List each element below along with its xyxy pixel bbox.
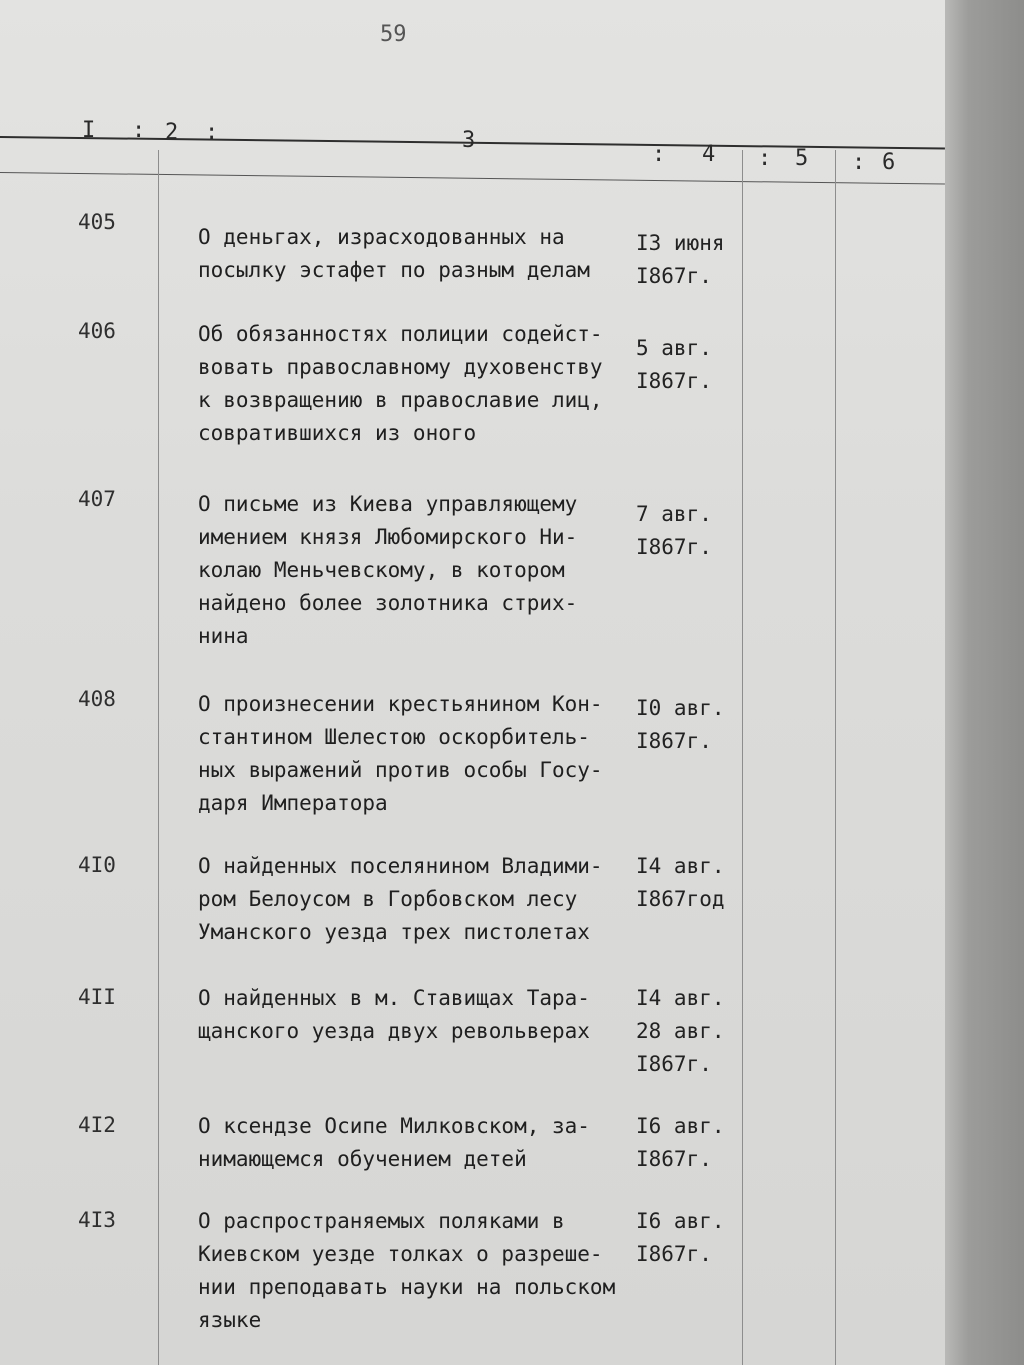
row-description: О ксендзе Осипе Милковском, за- нимающемся обучением детей xyxy=(198,1114,590,1171)
page-edge-shadow xyxy=(945,0,1024,1365)
row-description: О письме из Киева управляющему имением князя Любомирского Ни- колаю Меньчевскому, в котором найдено более золотника стрих- нина xyxy=(198,492,578,648)
header-col-3: 3 xyxy=(462,128,476,153)
header-sep-2: : xyxy=(205,120,219,145)
row-description: О произнесении крестьянином Кон- стантином Шелестою оскорбитель- ных выражений против особы Госу- даря Императора xyxy=(198,692,603,815)
row-date: I6 авг. I867г. xyxy=(636,1209,725,1266)
header-col-4: 4 xyxy=(702,142,716,167)
row-description: О найденных в м. Ставищах Тара- щанского уезда двух револьверах xyxy=(198,986,590,1043)
header-col-1: I xyxy=(82,118,96,143)
header-sep-3: : xyxy=(652,142,666,167)
row-number: 406 xyxy=(78,319,116,343)
header-sep-5: : xyxy=(852,150,866,175)
row-number: 4I2 xyxy=(78,1113,116,1137)
row-number: 407 xyxy=(78,487,116,511)
row-number: 405 xyxy=(78,210,116,234)
row-date: I0 авг. I867г. xyxy=(636,696,725,753)
row-description: О деньгах, израсходованных на посылку эстафет по разным делам xyxy=(198,225,590,282)
row-number: 4I0 xyxy=(78,853,116,877)
header-col-5: 5 xyxy=(795,146,809,171)
row-date: 5 авг. I867г. xyxy=(636,336,712,393)
row-date: I6 авг. I867г. xyxy=(636,1114,725,1171)
row-description: О найденных поселянином Владими- ром Белоусом в Горбовском лесу Уманского уезда трех пистолетах xyxy=(198,854,603,944)
page-number: 59 xyxy=(380,22,407,47)
row-date: I4 авг. I867год xyxy=(636,854,725,911)
row-description: Об обязанностях полиции содейст- вовать православному духовенству к возвращению в православие лиц, совратившихся из оного xyxy=(198,322,603,445)
header-sep-1: : xyxy=(132,118,146,143)
header-bottom-rule xyxy=(0,172,945,185)
row-date: I3 июня I867г. xyxy=(636,231,725,288)
header-col-2: 2 xyxy=(165,120,179,145)
row-number: 4II xyxy=(78,985,116,1009)
column-divider xyxy=(158,150,159,1365)
header-sep-4: : xyxy=(758,146,772,171)
row-number: 408 xyxy=(78,687,116,711)
row-description: О распространяемых поляками в Киевском уезде толках о разреше- нии преподавать науки на польском языке xyxy=(198,1209,616,1332)
row-date: I4 авг. 28 авг. I867г. xyxy=(636,986,725,1076)
header-col-6: 6 xyxy=(882,150,896,175)
column-divider xyxy=(835,150,836,1365)
row-number: 4I3 xyxy=(78,1208,116,1232)
row-date: 7 авг. I867г. xyxy=(636,502,712,559)
